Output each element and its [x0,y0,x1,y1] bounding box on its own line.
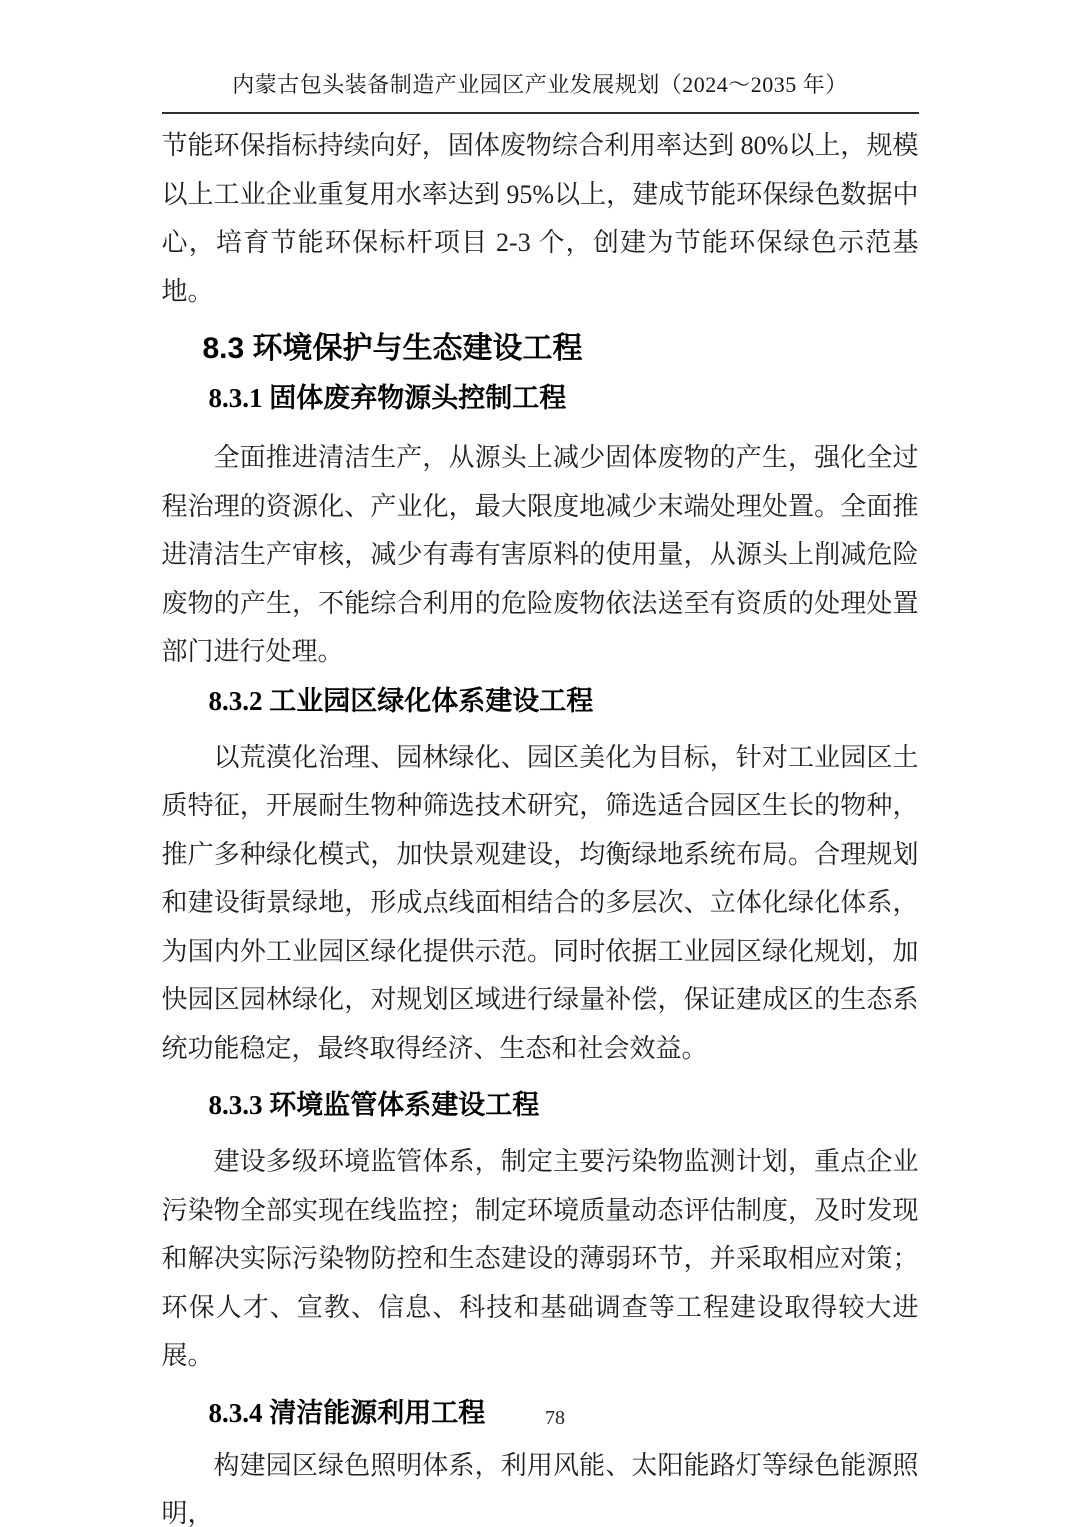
document-content [162,122,919,1527]
subsection-paragraph-8-3-4: 构建园区绿色照明体系，利用风能、太阳能路灯等绿色能源照明， [161,1450,919,1527]
intro-paragraph: 节能环保指标持续向好，固体废物综合利用率达到 80%以上，规模以上工业企业重复用水率达到 95%以上，建成节能环保绿色数据中心，培育节能环保标杆项目 2-3 个，创建为节能环保绿色示范基地。 [161,131,919,306]
subsection-heading-8-3-2: 8.3.2 工业园区绿化体系建设工程 [208,685,594,716]
subsection-heading-8-3-4: 8.3.4 清洁能源利用工程 [208,1397,486,1428]
section-heading-8-3: 8.3 环境保护与生态建设工程 [202,332,583,365]
page-number: 78 [545,1407,565,1429]
subsection-paragraph-8-3-3: 建设多级环境监管体系，制定主要污染物监测计划，重点企业污染物全部实现在线监控；制定环境质量动态评估制度，及时发现和解决实际污染物防控和生态建设的薄弱环节，并采取相应对策；环保人才、宣教、信息、科技和基础调查等工程建设取得较大进展。 [161,1147,919,1370]
subsection-paragraph-8-3-2: 以荒漠化治理、园林绿化、园区美化为目标，针对工业园区土质特征，开展耐生物种筛选技术研究，筛选适合园区生长的物种，推广多种绿化模式，加快景观建设，均衡绿地系统布局。合理规划和建设街景绿地，形成点线面相结合的多层次、立体化绿化体系，为国内外工业园区绿化提供示范。同时依据工业园区绿化规划，加快园区园林绿化，对规划区域进行绿量补偿，保证建成区的生态系统功能稳定，最终取得经济、生态和社会效益。 [161,742,919,1063]
document-header-title: 内蒙古包头装备制造产业园区产业发展规划（2024～2035 年） [232,72,848,97]
subsection-heading-8-3-1: 8.3.1 固体废弃物源头控制工程 [208,383,567,413]
document-header [0,0,1080,114]
header-rule [162,112,919,114]
subsection-heading-8-3-3: 8.3.3 环境监管体系建设工程 [208,1090,540,1120]
page-footer [0,1406,1080,1430]
subsection-paragraph-8-3-1: 全面推进清洁生产，从源头上减少固体废物的产生，强化全过程治理的资源化、产业化，最大限度地减少末端处理处置。全面推进清洁生产审核，减少有毒有害原料的使用量，从源头上削减危险废物的产生，不能综合利用的危险废物依法送至有资质的处理处置部门进行处理。 [161,443,919,666]
